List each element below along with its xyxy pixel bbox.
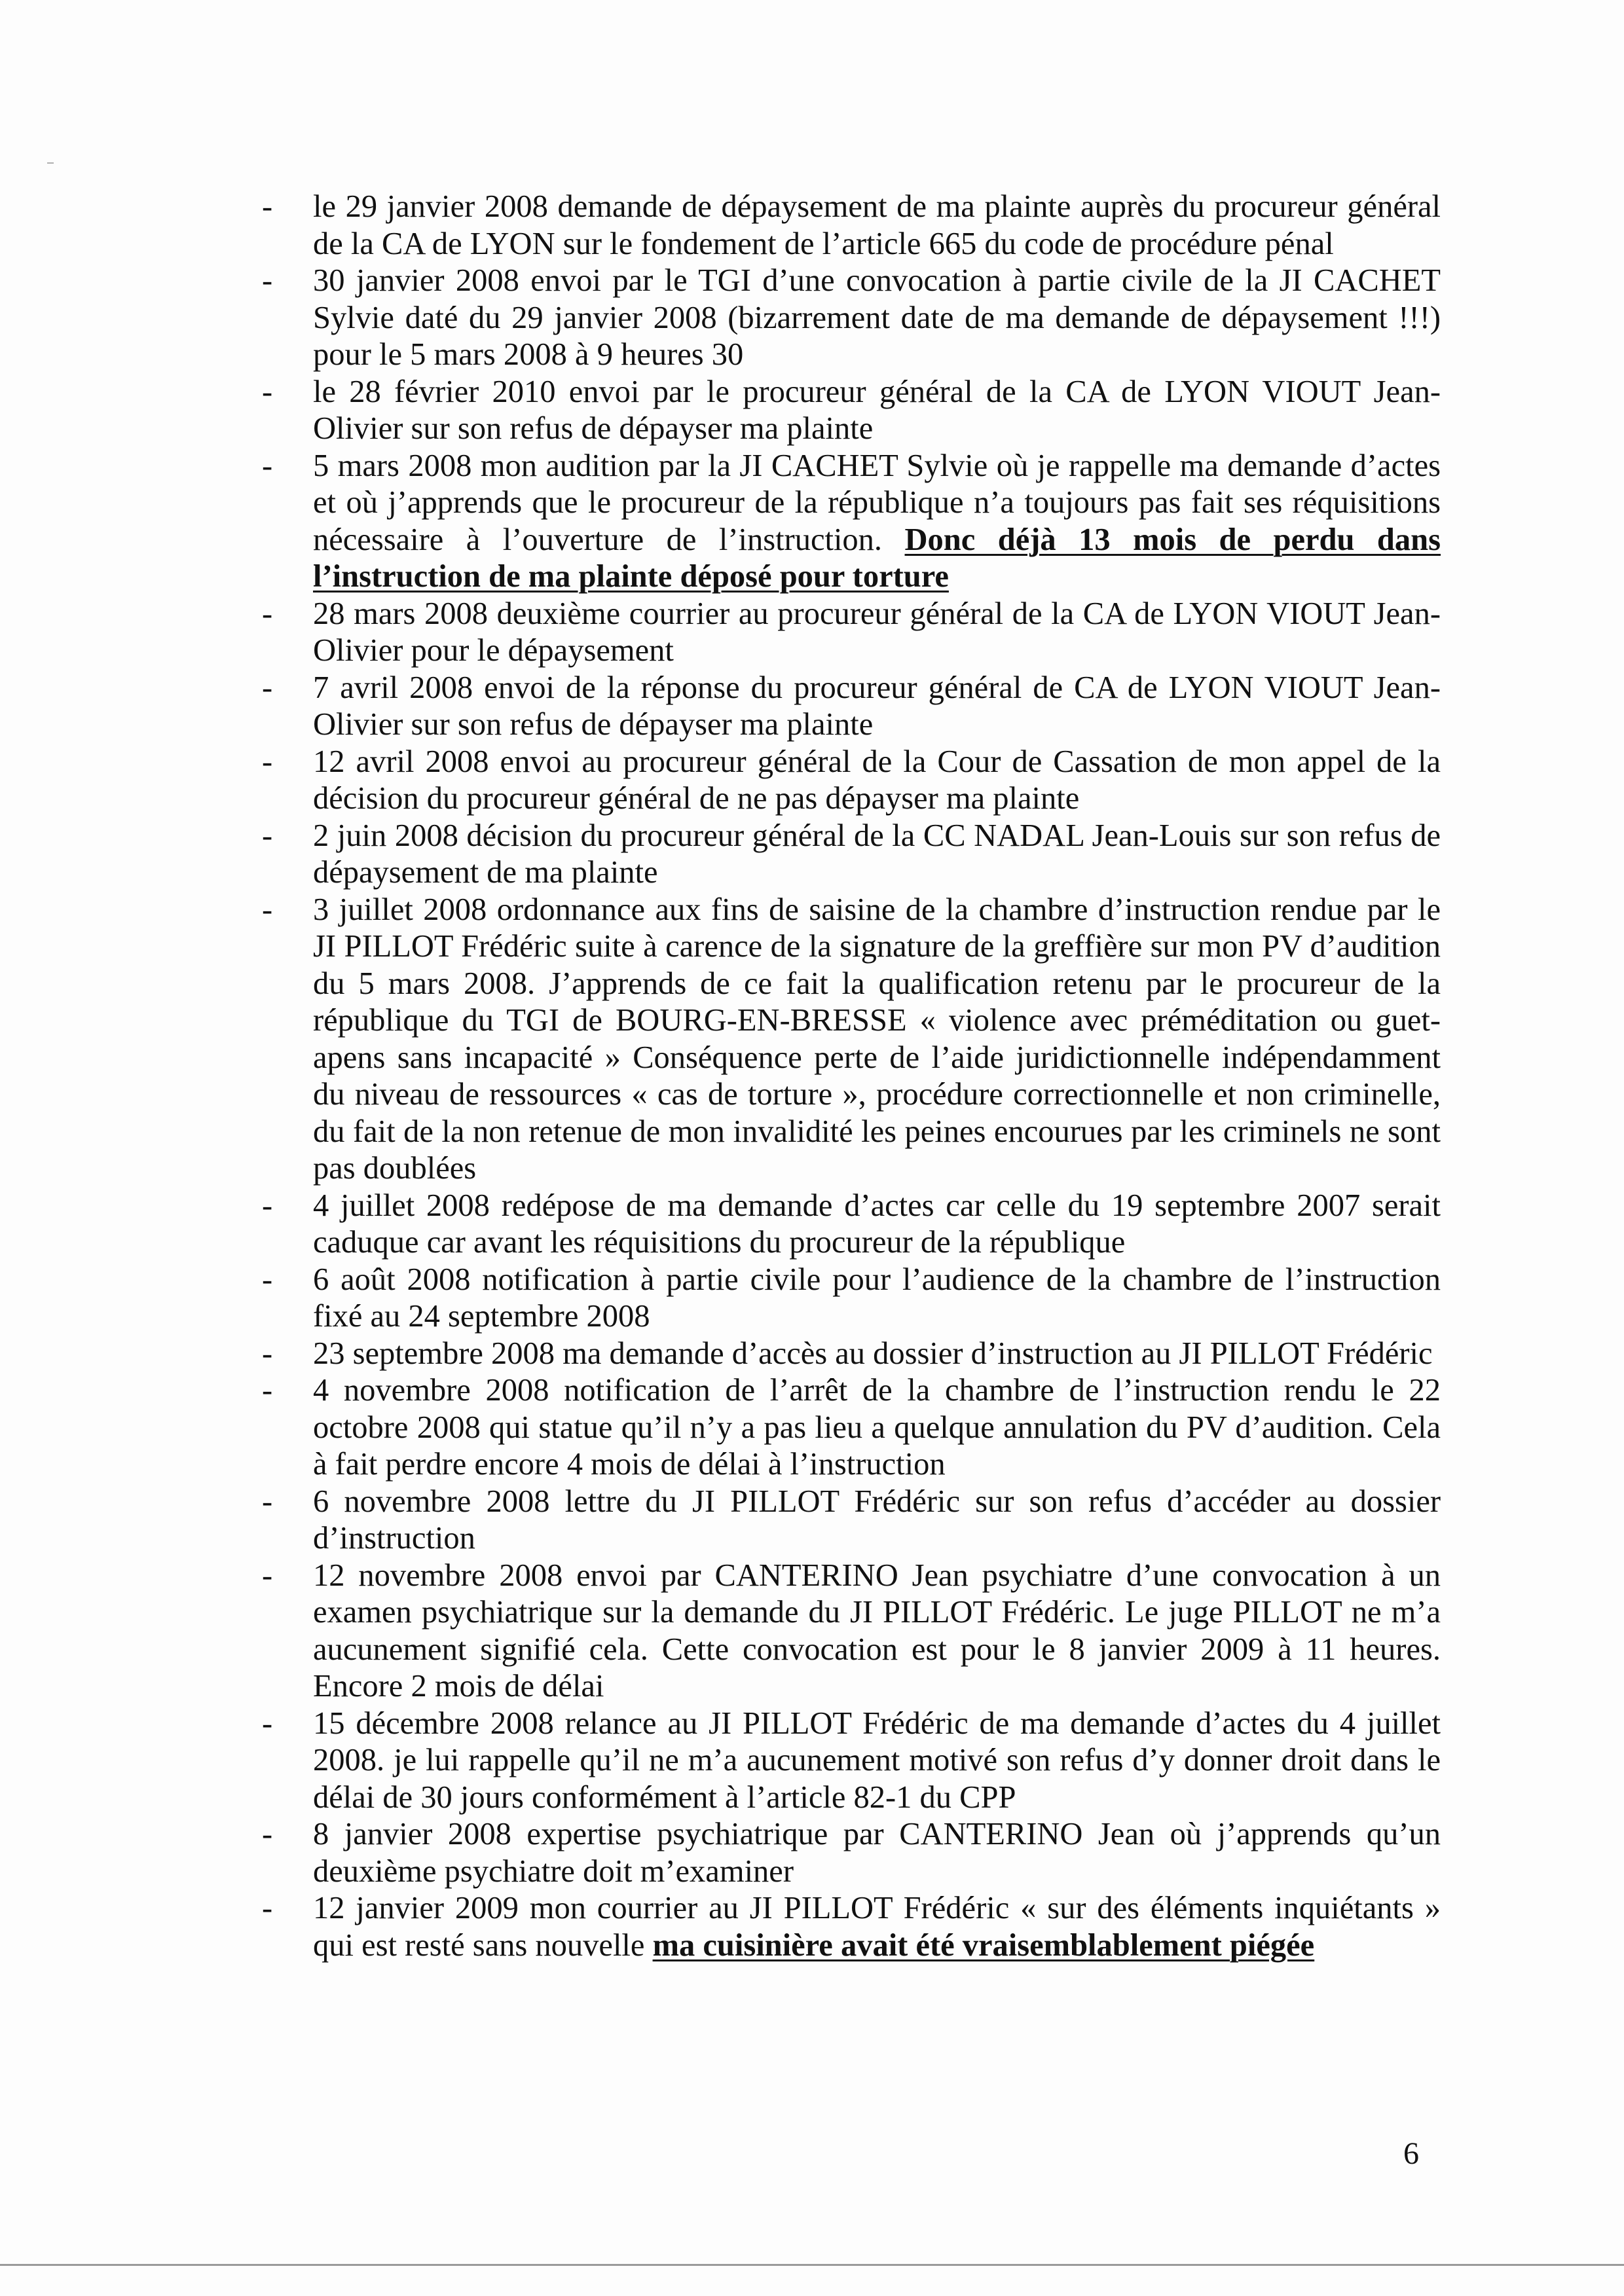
bullet-dash: - [262, 189, 273, 224]
list-item [262, 744, 1441, 818]
list-item [262, 1558, 1441, 1705]
entry-text: 15 décembre 2008 relance au JI PILLOT Frédéric de ma demande d’actes du 4 juillet 2008. je lui rappelle qu’il ne m’a aucunement motivé son refus d’y donner droit dans le délai de 30 jours conformément à l’article 82-1 du CPP [313, 1705, 1441, 1815]
emphasis-text: Donc déjà 13 mois de perdu dans l’instruction de ma plainte déposé pour torture [313, 522, 1441, 594]
entry-text: 2 juin 2008 décision du procureur général de la CC NADAL Jean-Louis sur son refus de dépaysement de ma plainte [313, 818, 1441, 890]
bullet-dash: - [262, 263, 273, 298]
entry-text: 5 mars 2008 mon audition par la JI CACHET Sylvie où je rappelle ma demande d’actes et où j’apprends que le procureur de la république n’a toujours pas fait ses réquisitions nécessaire à l’ouverture de l’instruction. [313, 448, 1441, 557]
list-item [262, 1705, 1441, 1817]
bullet-dash: - [262, 596, 273, 631]
list-item [262, 1372, 1441, 1484]
list-item [262, 1816, 1441, 1890]
list-item [262, 263, 1441, 374]
list-item [262, 670, 1441, 744]
bullet-dash: - [262, 1817, 273, 1851]
bullet-dash: - [262, 1484, 273, 1519]
bullet-dash: - [262, 1188, 273, 1223]
entry-text: 23 septembre 2008 ma demande d’accès au dossier d’instruction au JI PILLOT Frédéric [313, 1336, 1433, 1371]
page-number: 6 [1403, 2136, 1419, 2171]
list-item [262, 818, 1441, 892]
entry-text: 4 novembre 2008 notification de l’arrêt de la chambre de l’instruction rendu le 22 octobre 2008 qui statue qu’il n’y a pas lieu a quelque annulation du PV d’audition. Cela à fait perdre encore 4 mois de délai à l’instruction [313, 1373, 1441, 1482]
bullet-dash: - [262, 1336, 273, 1371]
bullet-dash: - [262, 818, 273, 853]
bullet-dash: - [262, 744, 273, 779]
bullet-dash: - [262, 892, 273, 927]
entry-text: 28 mars 2008 deuxième courrier au procureur général de la CA de LYON VIOUT Jean-Olivier pour le dépaysement [313, 596, 1441, 668]
bullet-dash: - [262, 1558, 273, 1593]
bullet-dash: - [262, 670, 273, 705]
list-item [262, 1188, 1441, 1262]
entry-text: le 28 février 2010 envoi par le procureur général de la CA de LYON VIOUT Jean-Olivier sur son refus de dépayser ma plainte [313, 374, 1441, 446]
list-item [262, 1484, 1441, 1558]
list-item [262, 596, 1441, 670]
bullet-dash: - [262, 1705, 273, 1741]
entry-text: 12 novembre 2008 envoi par CANTERINO Jean psychiatre d’une convocation à un examen psychiatrique sur la demande du JI PILLOT Frédéric. Le juge PILLOT ne m’a aucunement signifié cela. Cette convocation est pour le 8 janvier 2009 à 11 heures. Encore 2 mois de délai [313, 1558, 1441, 1704]
entry-text: 8 janvier 2008 expertise psychiatrique par CANTERINO Jean où j’apprends qu’un deuxième psychiatre doit m’examiner [313, 1817, 1441, 1889]
chronology-list [262, 189, 1441, 1964]
entry-text: 4 juillet 2008 redépose de ma demande d’actes car celle du 19 septembre 2007 serait caduque car avant les réquisitions du procureur de la république [313, 1188, 1441, 1260]
list-item [262, 374, 1441, 448]
list-item [262, 1262, 1441, 1336]
scan-edge-line [0, 2264, 1624, 2266]
bullet-dash: - [262, 374, 273, 409]
entry-text: 30 janvier 2008 envoi par le TGI d’une convocation à partie civile de la JI CACHET Sylvie daté du 29 janvier 2008 (bizarrement date de ma demande de dépaysement !!!) pour le 5 mars 2008 à 9 heures 30 [313, 263, 1441, 372]
list-item [262, 1336, 1441, 1373]
entry-text: 12 janvier 2009 mon courrier au JI PILLOT Frédéric « sur des éléments inquiétants » qui est resté sans nouvelle [313, 1891, 1441, 1963]
entry-text: 12 avril 2008 envoi au procureur général de la Cour de Cassation de mon appel de la décision du procureur général de ne pas dépayser ma plainte [313, 744, 1441, 816]
list-item [262, 892, 1441, 1188]
scan-speck [47, 162, 54, 164]
bullet-dash: - [262, 1891, 273, 1925]
bullet-dash: - [262, 1262, 273, 1297]
entry-text: 3 juillet 2008 ordonnance aux fins de saisine de la chambre d’instruction rendue par le JI PILLOT Frédéric suite à carence de la signature de la greffière sur mon PV d’audition du 5 mars 2008. J’apprends de ce fait la qualification retenu par le procureur de la république du TGI de BOURG-EN-BRESSE « violence avec préméditation ou guet-apens sans incapacité » Conséquence perte de l’aide juridictionnelle indépendamment du niveau de ressources « cas de torture », procédure correctionnelle et non criminelle, du fait de la non retenue de mon invalidité les peines encourues par les criminels ne sont pas doublées [313, 892, 1441, 1186]
entry-text: 7 avril 2008 envoi de la réponse du procureur général de CA de LYON VIOUT Jean-Olivier sur son refus de dépayser ma plainte [313, 670, 1441, 742]
bullet-dash: - [262, 1373, 273, 1408]
entry-text: le 29 janvier 2008 demande de dépaysement de ma plainte auprès du procureur général de la CA de LYON sur le fondement de l’article 665 du code de procédure pénal [313, 189, 1441, 261]
entry-text: 6 août 2008 notification à partie civile pour l’audience de la chambre de l’instruction fixé au 24 septembre 2008 [313, 1262, 1441, 1334]
entry-text: 6 novembre 2008 lettre du JI PILLOT Frédéric sur son refus d’accéder au dossier d’instruction [313, 1484, 1441, 1556]
bullet-dash: - [262, 448, 273, 483]
emphasis-text: ma cuisinière avait été vraisemblablement piégée [652, 1927, 1315, 1963]
list-item [262, 189, 1441, 263]
list-item [262, 1890, 1441, 1964]
list-item [262, 448, 1441, 596]
